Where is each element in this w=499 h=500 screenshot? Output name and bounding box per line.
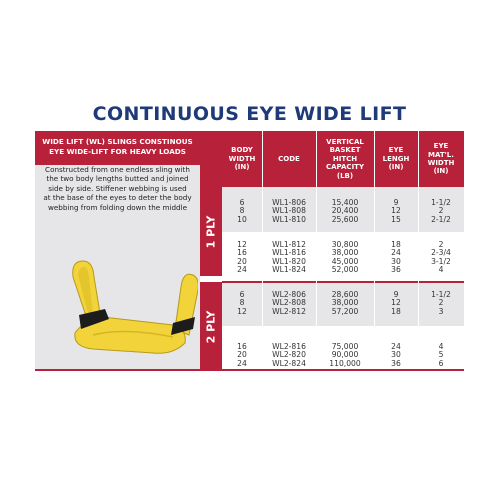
header-text: MAT'L. [428, 150, 454, 159]
cell-code [262, 241, 316, 275]
left-panel-heading [35, 131, 200, 167]
header-text: (IN) [433, 167, 449, 176]
cell-value: 2-3/4 [431, 248, 451, 258]
cell-eye-length [374, 343, 418, 368]
cell-eye-length [374, 241, 418, 275]
table-bottom-rule [35, 369, 464, 371]
cell-eye-width [418, 291, 464, 316]
cell-value: 28,600 [331, 290, 359, 299]
header-text: (IN) [388, 163, 404, 172]
cell-capacity [316, 199, 374, 224]
cell-value: 8 [239, 298, 245, 308]
cell-value: WL2-820 [272, 350, 306, 360]
cell-value: 4 [438, 265, 444, 275]
table-block [222, 283, 464, 326]
cell-value: 12 [237, 240, 247, 249]
cell-value: 12 [391, 206, 401, 216]
header-text: CAPACITY [325, 163, 365, 172]
cell-value: 30 [391, 350, 401, 360]
header-body-width [222, 131, 262, 187]
cell-value: 5 [438, 350, 444, 360]
cell-body-width [222, 199, 262, 224]
cell-value: 25,600 [331, 214, 359, 224]
cell-value: 36 [391, 265, 401, 275]
cell-value: 20,400 [331, 206, 359, 216]
description-line: side by side. Stiffener webbing is used [48, 183, 187, 193]
cell-value: 110,000 [329, 358, 361, 368]
header-text: HITCH [332, 154, 358, 163]
cell-value: 90,000 [331, 350, 359, 360]
cell-capacity [316, 241, 374, 275]
cell-value: 15 [391, 214, 401, 224]
cell-value: WL1-810 [272, 214, 306, 224]
sling-illustration [63, 257, 198, 357]
cell-body-width [222, 241, 262, 275]
header-text: (IN) [234, 163, 250, 172]
cell-value: 12 [391, 298, 401, 308]
cell-value: 2-1/2 [431, 214, 451, 224]
cell-value: 1-1/2 [431, 290, 451, 299]
cell-value: 12 [237, 306, 247, 316]
cell-value: WL2-806 [272, 290, 306, 299]
cell-capacity [316, 291, 374, 316]
cell-value: 3-1/2 [431, 256, 451, 266]
column-divider [418, 131, 419, 371]
cell-capacity [316, 343, 374, 368]
cell-value: WL1-824 [272, 265, 306, 275]
cell-value: 1-1/2 [431, 198, 451, 207]
cell-value: 18 [391, 306, 401, 316]
header-text: VERTICAL [326, 137, 364, 146]
header-text: EYE [388, 146, 404, 155]
cell-value: WL1-820 [272, 256, 306, 266]
cell-value: WL1-806 [272, 198, 306, 207]
cell-value: 38,000 [331, 248, 359, 258]
cell-value: 24 [237, 265, 247, 275]
cell-value: 15,400 [331, 198, 359, 207]
cell-value: 9 [393, 290, 399, 299]
cell-value: 20 [237, 350, 247, 360]
cell-value: WL2-824 [272, 358, 306, 368]
cell-value: WL2-816 [272, 342, 306, 351]
cell-eye-width [418, 343, 464, 368]
cell-value: 2 [438, 240, 444, 249]
heading-line: EYE WIDE-LIFT FOR HEAVY LOADS [49, 147, 186, 156]
description-line: the two body lengths butted and joined [46, 174, 189, 184]
column-divider [316, 131, 317, 371]
left-panel [35, 165, 200, 369]
header-eye-width [418, 131, 464, 187]
heading-line: WIDE LIFT (WL) SLINGS CONSTINOUS [42, 137, 193, 146]
table-block [222, 232, 464, 282]
cell-value: 38,000 [331, 298, 359, 308]
cell-value: 24 [237, 358, 247, 368]
cell-value: 57,200 [331, 306, 359, 316]
cell-value: 3 [438, 306, 444, 316]
cell-value: 36 [391, 358, 401, 368]
cell-value: WL1-816 [272, 248, 306, 258]
cell-eye-length [374, 291, 418, 316]
cell-eye-length [374, 199, 418, 224]
cell-value: 30 [391, 256, 401, 266]
header-text: (LB) [336, 171, 354, 180]
header-text: CODE [278, 154, 300, 163]
cell-code [262, 199, 316, 224]
cell-value: 6 [438, 358, 444, 368]
header-text: WIDTH [228, 154, 256, 163]
cell-value: 2 [438, 298, 444, 308]
ply-1-label: 1 PLY [204, 215, 218, 249]
header-code [262, 131, 316, 187]
cell-value: 2 [438, 206, 444, 216]
page-title: CONTINUOUS EYE WIDE LIFT [92, 103, 407, 125]
cell-value: 16 [237, 248, 247, 258]
header-capacity [316, 131, 374, 187]
cell-value: WL1-812 [272, 240, 306, 249]
header-text: LENGH [382, 154, 410, 163]
cell-value: 18 [391, 240, 401, 249]
cell-value: 24 [391, 248, 401, 258]
description-line: at the base of the eyes to deter the body [43, 193, 192, 203]
cell-value: 24 [391, 342, 401, 351]
cell-body-width [222, 291, 262, 316]
cell-eye-width [418, 199, 464, 224]
cell-value: 10 [237, 214, 247, 224]
cell-value: WL1-808 [272, 206, 306, 216]
header-text: WIDTH [427, 159, 455, 167]
cell-value: 6 [239, 198, 245, 207]
header-text: BODY [231, 146, 253, 155]
cell-value: 9 [393, 198, 399, 207]
cell-code [262, 343, 316, 368]
cell-value: 52,000 [331, 265, 359, 275]
cell-value: 4 [438, 342, 444, 351]
table-block [222, 326, 464, 369]
cell-value: 45,000 [331, 256, 359, 266]
cell-value: WL2-808 [272, 298, 306, 308]
cell-value: 20 [237, 256, 247, 266]
description-line: webbing from folding down the middle [47, 202, 188, 212]
cell-body-width [222, 343, 262, 368]
description [35, 165, 200, 212]
cell-code [262, 291, 316, 316]
description-line: Constructed from one endless sling with [45, 165, 190, 174]
column-divider [374, 131, 375, 371]
column-divider [262, 131, 263, 371]
cell-value: 6 [239, 290, 245, 299]
ply-2-label: 2 PLY [204, 310, 218, 344]
cell-value: 75,000 [331, 342, 359, 351]
header-text: EYE [433, 142, 449, 151]
cell-value: 30,800 [331, 240, 359, 249]
cell-value: WL2-812 [272, 306, 306, 316]
cell-eye-width [418, 241, 464, 275]
header-text: BASKET [329, 146, 361, 155]
cell-value: 8 [239, 206, 245, 216]
header-eye-length [374, 131, 418, 187]
table-block [222, 187, 464, 232]
cell-value: 16 [237, 342, 247, 351]
